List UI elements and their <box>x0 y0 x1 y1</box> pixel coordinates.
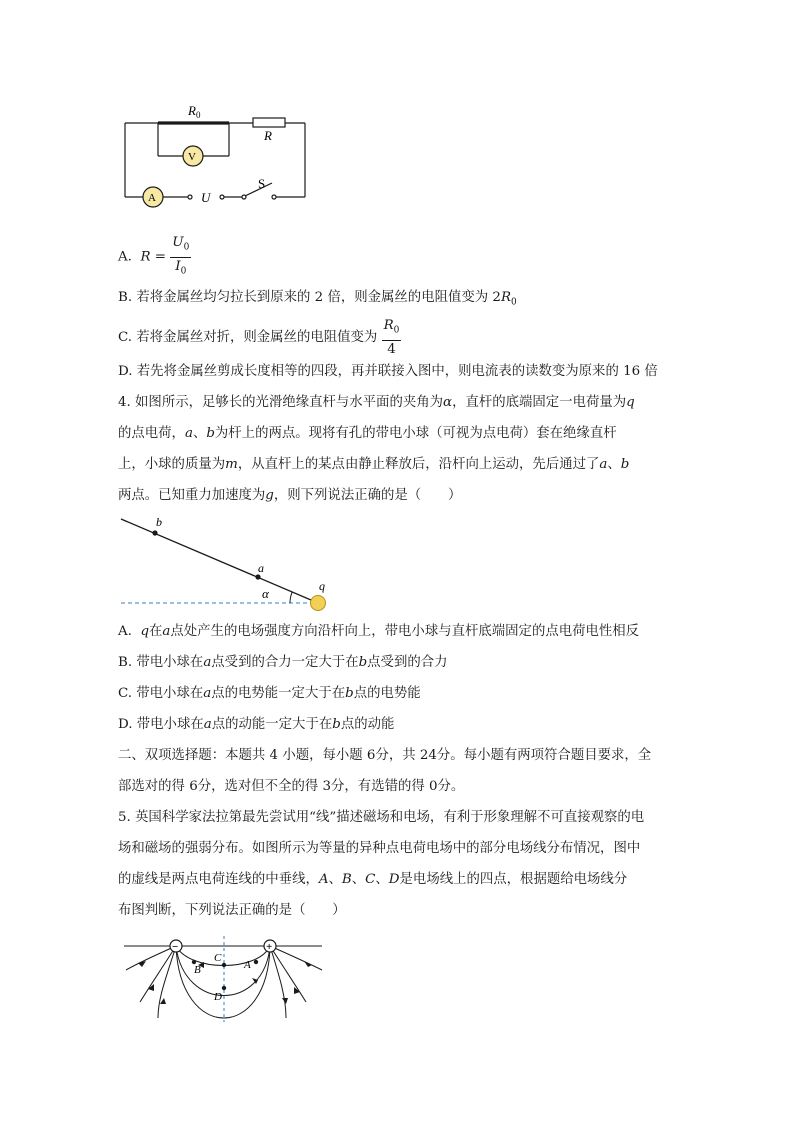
q3-option-c: C. 若将金属丝对折，则金属丝的电阻值变为 $\frac{R_0}{4}$ <box>118 318 400 357</box>
fraction-u0-i0: $\frac{U_0}{I_0}$ <box>172 235 190 277</box>
section-2-line-2: 部选对的得 6分，选对但不全的得 3分，有选错的得 0分。 <box>118 779 465 794</box>
label-b: b <box>156 515 162 529</box>
q4-stem-line-3: 上，小球的质量为m，从直杆上的某点由静止释放后，沿杆向上运动，先后通过了a、b <box>118 457 630 472</box>
q4-stem-line-2: 的点电荷，a、b为杆上的两点。现将有孔的带电小球（可视为点电荷）套在绝缘直杆 <box>118 426 617 441</box>
point-b <box>152 530 157 535</box>
inclined-rod-diagram <box>118 512 338 614</box>
point-charge-q <box>311 596 326 611</box>
point-a <box>255 574 260 579</box>
point-d <box>222 986 226 990</box>
q4-option-c: C. 带电小球在a点的电势能一定大于在b点的电势能 <box>118 686 421 701</box>
point-c <box>222 963 226 967</box>
q3-option-d: D. 若先将金属丝剪成长度相等的四段，再并联接入图中，则电流表的读数变为原来的 16 倍 <box>118 364 658 379</box>
label-q: q <box>319 579 325 593</box>
q5-stem-line-1: 5. 英国科学家法拉第最先尝试用“线”描述磁场和电场，有利于形象理解不可直接观察的电 <box>118 810 645 825</box>
q3-option-a: A. R = $\frac{U_0}{I_0}$ <box>118 234 191 280</box>
point-a <box>254 960 258 964</box>
fraction-r0-4: $\frac{R_0}{4}$ <box>383 318 400 357</box>
section-2-line-1: 二、双项选择题：本题共 4 小题，每小题 6分，共 24分。每小题有两项符合题目要求，全 <box>118 748 652 763</box>
ammeter-label: A <box>148 192 156 204</box>
label-d: D <box>214 991 222 1003</box>
u-label: U <box>201 190 211 205</box>
q3-option-b: B. 若将金属丝均匀拉长到原来的 2 倍，则金属丝的电阻值变为 $2R_0$ <box>118 290 517 308</box>
label-a: A <box>244 959 251 971</box>
r0-label: $R_0$ <box>188 103 201 120</box>
minus-sign: − <box>172 941 179 953</box>
r-label: R <box>264 128 272 143</box>
switch-label: S <box>258 176 266 191</box>
plus-sign: + <box>266 941 273 953</box>
q4-option-a: A. q在a点处产生的电场强度方向沿杆向上，带电小球与直杆底端固定的点电荷电性相反 <box>118 624 640 639</box>
q4-stem-line-1: 4. 如图所示，足够长的光滑绝缘直杆与水平面的夹角为α，直杆的底端固定一电荷量为q <box>118 395 635 410</box>
q4-option-d: D. 带电小球在a点的动能一定大于在b点的动能 <box>118 717 395 732</box>
q5-stem-line-4: 布图判断，下列说法正确的是（ ） <box>118 903 346 918</box>
label-b: B <box>194 964 201 976</box>
q4-stem-line-4: 两点。已知重力加速度为g，则下列说法正确的是（ ） <box>118 488 462 503</box>
label-a: a <box>258 561 264 575</box>
label-c: C <box>214 952 222 964</box>
q5-stem-line-2: 场和磁场的强弱分布。如图所示为等量的异种点电荷电场中的部分电场线分布情况，图中 <box>118 841 641 856</box>
q5-stem-line-3: 的虚线是两点电荷连线的中垂线，A、B、C、D是电场线上的四点，根据题给电场线分 <box>118 872 628 887</box>
q4-option-b: B. 带电小球在a点受到的合力一定大于在b点受到的合力 <box>118 655 448 670</box>
field-lines-diagram <box>118 932 330 1024</box>
label-alpha: α <box>262 586 269 601</box>
circuit-diagram <box>118 96 318 214</box>
voltmeter-label: V <box>188 151 196 163</box>
